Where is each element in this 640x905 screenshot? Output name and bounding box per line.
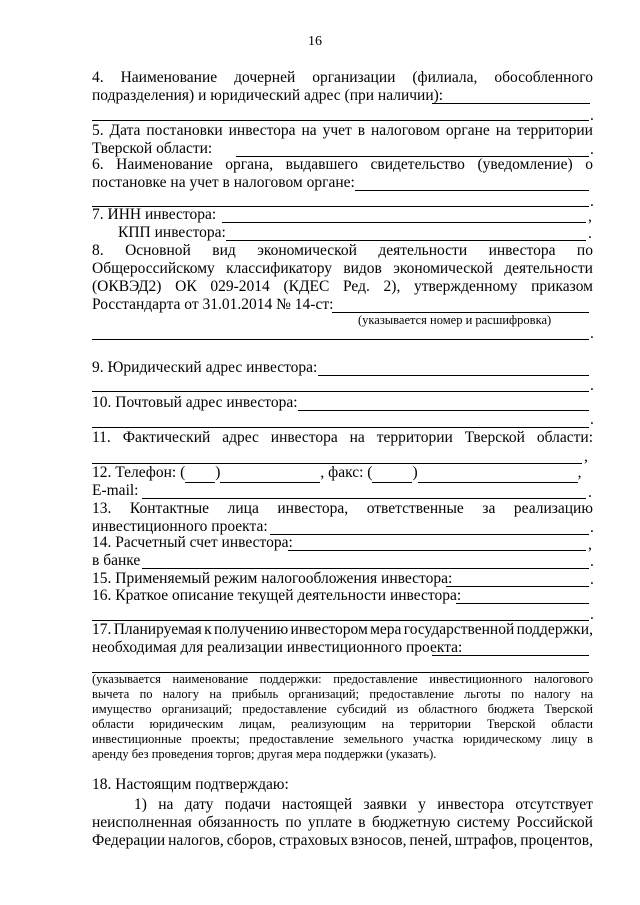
word: инвестора bbox=[228, 122, 296, 139]
okved-field-2[interactable] bbox=[92, 339, 589, 340]
word: (КДЕС bbox=[283, 278, 330, 295]
note-line2 bbox=[92, 686, 593, 702]
note-line5 bbox=[92, 731, 593, 747]
phone-field[interactable] bbox=[220, 464, 320, 483]
inn-field[interactable] bbox=[222, 222, 586, 223]
word: 4. bbox=[92, 69, 104, 86]
word: дату bbox=[184, 796, 214, 813]
word: у bbox=[418, 796, 426, 813]
inn-label: 7. ИНН инвестора: bbox=[92, 206, 217, 223]
note-line1 bbox=[92, 671, 593, 687]
bank-label: в банке bbox=[92, 552, 141, 569]
word: организаций; bbox=[161, 702, 233, 716]
s8-line2 bbox=[92, 260, 593, 278]
fax-comma: , bbox=[577, 464, 582, 481]
tax-regime-field[interactable] bbox=[446, 586, 589, 587]
word: проекты; bbox=[191, 732, 240, 746]
s18-title: 18. Настоящим подтверждаю: bbox=[92, 776, 289, 793]
word: ответственные bbox=[366, 500, 464, 517]
s6-field[interactable] bbox=[355, 190, 589, 191]
s4-line1 bbox=[92, 69, 593, 87]
fax-code-field[interactable] bbox=[372, 464, 412, 483]
word: приказом bbox=[531, 278, 593, 295]
s18-line3 bbox=[92, 832, 593, 850]
word: (уведомление) bbox=[477, 156, 573, 173]
word: Федерации bbox=[92, 832, 166, 849]
word: подачи bbox=[224, 796, 271, 813]
note-line3 bbox=[92, 701, 593, 717]
word: Ред. bbox=[343, 278, 370, 295]
word: свидетельство bbox=[370, 156, 465, 173]
s8-line1 bbox=[92, 242, 593, 260]
word: 11. bbox=[92, 429, 111, 446]
word: организации bbox=[312, 69, 396, 86]
word: налогов, bbox=[168, 832, 224, 849]
s6-line1 bbox=[92, 156, 593, 174]
word: Планируемая bbox=[113, 621, 202, 638]
s8-dot: . bbox=[590, 325, 594, 342]
word: 2), bbox=[383, 278, 401, 295]
word: Тверской bbox=[544, 702, 593, 716]
word: по bbox=[285, 814, 302, 831]
word: на bbox=[580, 687, 593, 701]
word: 029-2014 bbox=[210, 278, 270, 295]
s6-dot: . bbox=[590, 193, 594, 210]
word: взносов, bbox=[350, 832, 407, 849]
phone-row bbox=[92, 464, 582, 483]
word: страховых bbox=[279, 832, 348, 849]
word: в bbox=[587, 732, 593, 746]
word: государственной bbox=[403, 621, 515, 638]
word: (ОКВЭД2) bbox=[92, 278, 162, 295]
word: юридическим bbox=[149, 717, 224, 731]
word: налоговом bbox=[370, 122, 440, 139]
word: области bbox=[551, 717, 593, 731]
word: реализующим bbox=[290, 717, 366, 731]
inn-comma: , bbox=[588, 208, 592, 225]
word: Тверской bbox=[486, 717, 536, 731]
word: предоставление bbox=[333, 672, 418, 686]
word: по bbox=[511, 687, 524, 701]
word: органе bbox=[445, 122, 490, 139]
word: льготы bbox=[464, 687, 501, 701]
word: Наименование bbox=[120, 69, 218, 86]
word: инвестиционные bbox=[92, 732, 182, 746]
word: Наименование bbox=[116, 156, 213, 173]
s4-field[interactable] bbox=[432, 103, 590, 104]
word: ОК bbox=[175, 278, 197, 295]
word: бюджетную bbox=[372, 814, 451, 831]
word: процентов, bbox=[520, 832, 593, 849]
word: вычета bbox=[92, 687, 130, 701]
legal-address-field[interactable] bbox=[318, 375, 589, 376]
word: инвестором bbox=[290, 621, 368, 638]
word: деятельности bbox=[504, 260, 593, 277]
contacts-field[interactable] bbox=[270, 534, 589, 535]
word: (указывается bbox=[92, 672, 161, 686]
word: инвестора bbox=[488, 242, 556, 259]
word: поддержки: bbox=[259, 672, 322, 686]
word: выдавшего bbox=[285, 156, 358, 173]
s18-line2 bbox=[92, 814, 593, 832]
word: видов bbox=[343, 260, 382, 277]
word: органа, bbox=[225, 156, 274, 173]
word: Фактический bbox=[122, 429, 211, 446]
word: областного bbox=[418, 702, 478, 716]
postal-address-field[interactable] bbox=[298, 410, 589, 411]
email-label: E-mail: bbox=[92, 482, 139, 499]
s9-label: 9. Юридический адрес инвестора: bbox=[92, 359, 318, 376]
word: неисполненная bbox=[92, 814, 192, 831]
word: инвестора bbox=[270, 429, 338, 446]
s5-line1 bbox=[92, 122, 593, 140]
word: инвестиционного bbox=[429, 672, 523, 686]
word: экономической bbox=[257, 242, 357, 259]
word: уплате bbox=[307, 814, 352, 831]
activity-label: 16. Краткое описание текущей деятельности инвестора: bbox=[92, 587, 462, 604]
word: территории bbox=[376, 429, 453, 446]
s13-line2: инвестиционного проекта: bbox=[92, 518, 268, 535]
word: субсидий bbox=[336, 702, 387, 716]
fax-field[interactable] bbox=[418, 464, 578, 483]
word: к bbox=[204, 621, 212, 638]
word: Российской bbox=[516, 814, 593, 831]
kpp-label: КПП инвестора: bbox=[118, 224, 226, 241]
word: имуществo bbox=[92, 702, 152, 716]
word: заявки bbox=[363, 796, 407, 813]
word: экономической bbox=[393, 260, 493, 277]
bank-field[interactable] bbox=[142, 568, 589, 569]
word: инвестора bbox=[437, 796, 505, 813]
word: налогу bbox=[534, 687, 571, 701]
s13-line1 bbox=[92, 500, 593, 518]
support-field[interactable] bbox=[432, 655, 589, 656]
word: наименование bbox=[172, 672, 249, 686]
word: лицу bbox=[551, 732, 578, 746]
word: за bbox=[482, 500, 496, 517]
phone-code-field[interactable] bbox=[185, 464, 215, 483]
word: области: bbox=[536, 429, 593, 446]
word: 6. bbox=[92, 156, 104, 173]
word: адрес bbox=[222, 429, 259, 446]
word: на bbox=[349, 429, 365, 446]
word: прибыль bbox=[231, 687, 279, 701]
word: настоящей bbox=[281, 796, 353, 813]
word: Дата bbox=[109, 122, 141, 139]
phone-label: 12. Телефон: ( bbox=[92, 464, 186, 481]
word: лица bbox=[227, 500, 259, 517]
fax-close: ) bbox=[412, 464, 418, 481]
word: получению bbox=[213, 621, 289, 638]
email-dot: . bbox=[588, 484, 592, 501]
word: по bbox=[576, 242, 593, 259]
word: в bbox=[358, 814, 366, 831]
word: из bbox=[396, 702, 409, 716]
word: инвестора, bbox=[277, 500, 349, 517]
word: отсутствует bbox=[515, 796, 593, 813]
s18-line1 bbox=[134, 796, 593, 814]
word: систему bbox=[456, 814, 511, 831]
word: Контактные bbox=[129, 500, 210, 517]
s10-label: 10. Почтовый адрес инвестора: bbox=[92, 394, 298, 411]
s5-line2: Тверской области: bbox=[92, 140, 213, 157]
word: 13. bbox=[92, 500, 112, 517]
s4-field-2[interactable] bbox=[92, 120, 589, 121]
s13-dot: . bbox=[590, 519, 594, 536]
word: (филиала, bbox=[412, 69, 478, 86]
word: поддержки, bbox=[516, 621, 593, 638]
kpp-field[interactable] bbox=[226, 240, 586, 241]
s11-comma: , bbox=[584, 448, 588, 465]
word: Общероссийскому bbox=[92, 260, 215, 277]
word: 8. bbox=[92, 242, 104, 259]
word: деятельности bbox=[378, 242, 468, 259]
okved-hint: (указывается номер и расшифровка) bbox=[358, 313, 552, 327]
tax-regime-label: 15. Применяемый режим налогообложения инвестора: bbox=[92, 570, 453, 587]
word: предоставление bbox=[242, 702, 327, 716]
s17-line1 bbox=[92, 621, 593, 639]
phone-close: ) bbox=[215, 464, 221, 481]
word: участка bbox=[412, 732, 454, 746]
word: пеней, bbox=[409, 832, 452, 849]
word: области bbox=[92, 717, 134, 731]
word: обособленного bbox=[494, 69, 593, 86]
word: территории bbox=[409, 717, 472, 731]
word: утвержденному bbox=[414, 278, 518, 295]
word: по bbox=[139, 687, 153, 701]
s4-line2: подразделения) и юридический адрес (при наличии): bbox=[92, 87, 444, 104]
word: на bbox=[158, 796, 174, 813]
word: в bbox=[357, 122, 366, 139]
activity-field[interactable] bbox=[456, 603, 589, 604]
s4-dot: . bbox=[590, 107, 594, 124]
note-line6: аренду без проведения торгов; другая мера поддержки (указать). bbox=[92, 747, 437, 761]
word: Основной bbox=[125, 242, 191, 259]
s17-line2: необходимая для реализации инвестиционного проекта: bbox=[92, 639, 463, 656]
word: штрафов, bbox=[454, 832, 518, 849]
word: Тверской bbox=[464, 429, 525, 446]
word: организаций; bbox=[288, 687, 360, 701]
word: 5. bbox=[92, 122, 104, 139]
account-comma: , bbox=[588, 536, 592, 553]
word: на bbox=[381, 717, 394, 731]
page-number: 16 bbox=[308, 34, 322, 49]
word: налогу bbox=[162, 687, 200, 701]
fax-label: , факс: ( bbox=[320, 464, 373, 481]
word: мера bbox=[370, 621, 402, 638]
postal-address-field-2[interactable] bbox=[92, 427, 589, 428]
legal-address-field-2[interactable] bbox=[92, 391, 589, 392]
note-line4 bbox=[92, 716, 593, 732]
s5-dot: . bbox=[590, 141, 594, 158]
word: дочерней bbox=[234, 69, 296, 86]
word: 1) bbox=[134, 796, 147, 813]
s6-line2: постановке на учет в налоговом органе: bbox=[92, 174, 355, 191]
word: бюджета bbox=[487, 702, 535, 716]
email-field[interactable] bbox=[142, 498, 586, 499]
s11-line1 bbox=[92, 429, 593, 447]
word: вид bbox=[212, 242, 236, 259]
word: земельного bbox=[343, 732, 404, 746]
word: постановки bbox=[146, 122, 223, 139]
kpp-dot: . bbox=[588, 225, 592, 242]
word: предоставление bbox=[369, 687, 454, 701]
s15-dot: . bbox=[590, 571, 594, 588]
word: о bbox=[585, 156, 593, 173]
word: предоставление bbox=[249, 732, 334, 746]
word: на bbox=[301, 122, 317, 139]
account-field[interactable] bbox=[288, 550, 586, 551]
word: 17. bbox=[92, 621, 112, 638]
s16-dot: . bbox=[590, 606, 594, 623]
s9-dot: . bbox=[590, 377, 594, 394]
word: сборов, bbox=[226, 832, 277, 849]
account-label: 14. Расчетный счет инвестора: bbox=[92, 534, 293, 551]
word: налогового bbox=[533, 672, 593, 686]
word: на bbox=[495, 122, 511, 139]
word: учет bbox=[322, 122, 352, 139]
word: лицам, bbox=[239, 717, 276, 731]
word: территории bbox=[516, 122, 593, 139]
s8-line3 bbox=[92, 278, 593, 296]
word: юридическому bbox=[463, 732, 542, 746]
word: реализацию bbox=[513, 500, 593, 517]
s8-line4: Росстандарта от 31.01.2014 № 14-ст: bbox=[92, 296, 334, 313]
s10-dot: . bbox=[590, 411, 594, 428]
bank-dot: . bbox=[590, 553, 594, 570]
word: обязанность bbox=[198, 814, 279, 831]
word: на bbox=[209, 687, 222, 701]
word: классификатору bbox=[226, 260, 333, 277]
